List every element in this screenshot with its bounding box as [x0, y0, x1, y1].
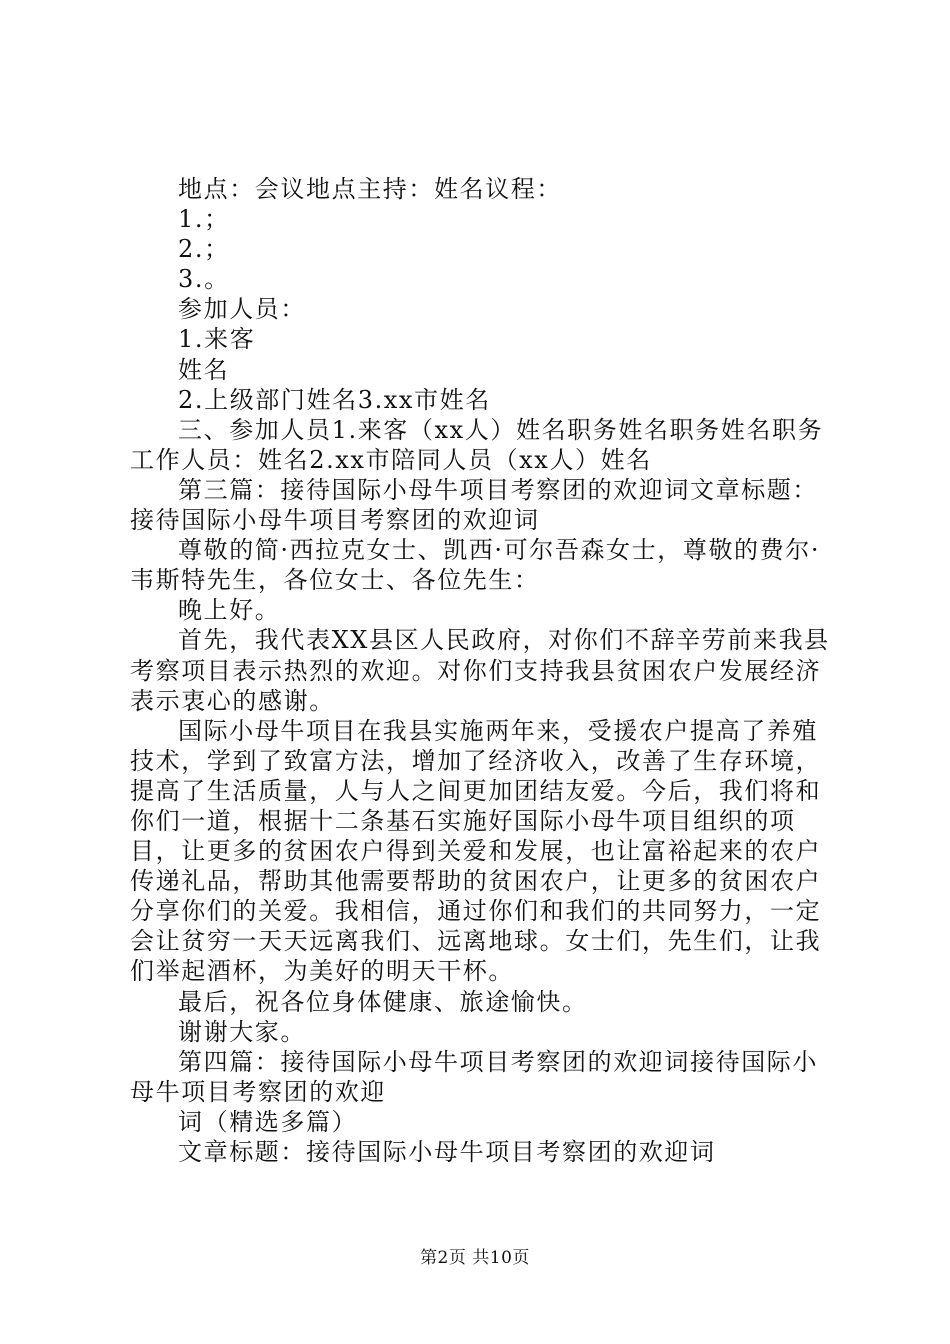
paragraph-article-title: 文章标题：接待国际小母牛项目考察团的欢迎词: [178, 1138, 716, 1166]
paragraph-superior-dept: 2.上级部门姓名3.xx市姓名: [178, 385, 491, 414]
paragraph-welcome: 首先，我代表XX县区人民政府，对你们不辞辛劳前来我县考察项目表示热烈的欢迎。对你们支持我县贫困农户发展经济表示衷心的感谢。: [130, 626, 830, 715]
paragraph-agenda-1: 1.；: [178, 205, 230, 234]
paragraph-agenda-3: 3.。: [178, 265, 230, 294]
paragraph-name: 姓名: [178, 355, 230, 384]
paragraph-article-four-title: 第四篇：接待国际小母牛项目考察团的欢迎词接待国际小母牛项目考察团的欢迎: [130, 1047, 818, 1106]
paragraph-section-three: 三、参加人员1.来客（xx人）姓名职务姓名职务姓名职务工作人员：姓名2.xx市陪同人员（xx人）姓名: [130, 415, 824, 474]
paragraph-greeting: 晚上好。: [178, 596, 281, 625]
page-footer: 第2页 共10页: [420, 1248, 530, 1268]
paragraph-closing-wish: 最后，祝各位身体健康、旅途愉快。: [178, 987, 588, 1016]
paragraph-salutation: 尊敬的简·西拉克女士、凯西·可尔吾森女士，尊敬的费尔·韦斯特先生，各位女士、各位先生：: [130, 536, 821, 595]
document-body: [130, 174, 830, 1167]
paragraph-venue: 地点：会议地点主持：姓名议程：: [178, 175, 562, 203]
paragraph-guests: 1.来客: [178, 325, 256, 354]
paragraph-attendees-heading: 参加人员：: [178, 295, 306, 324]
paragraph-article-four-sub: 词（精选多篇）: [178, 1107, 358, 1136]
paragraph-thanks: 谢谢大家。: [178, 1017, 306, 1046]
paragraph-agenda-2: 2.；: [178, 235, 230, 264]
paragraph-project-summary: 国际小母牛项目在我县实施两年来，受援农户提高了养殖技术，学到了致富方法，增加了经济收入，改善了生存环境，提高了生活质量，人与人之间更加团结友爱。今后，我们将和你们一道，根据十二条基石实施好国际小母牛项目组织的项目，让更多的贫困农户得到关爱和发展，也让富裕起来的农户传递礼品，帮助其他需要帮助的贫困农户，让更多的贫困农户分享你们的关爱。我相信，通过你们和我们的共同努力，一定会让贫穷一天天远离我们、远离地球。女士们，先生们，让我们举起酒杯，为美好的明天干杯。: [130, 716, 822, 986]
paragraph-article-three-title: 第三篇：接待国际小母牛项目考察团的欢迎词文章标题：接待国际小母牛项目考察团的欢迎词: [130, 475, 818, 535]
